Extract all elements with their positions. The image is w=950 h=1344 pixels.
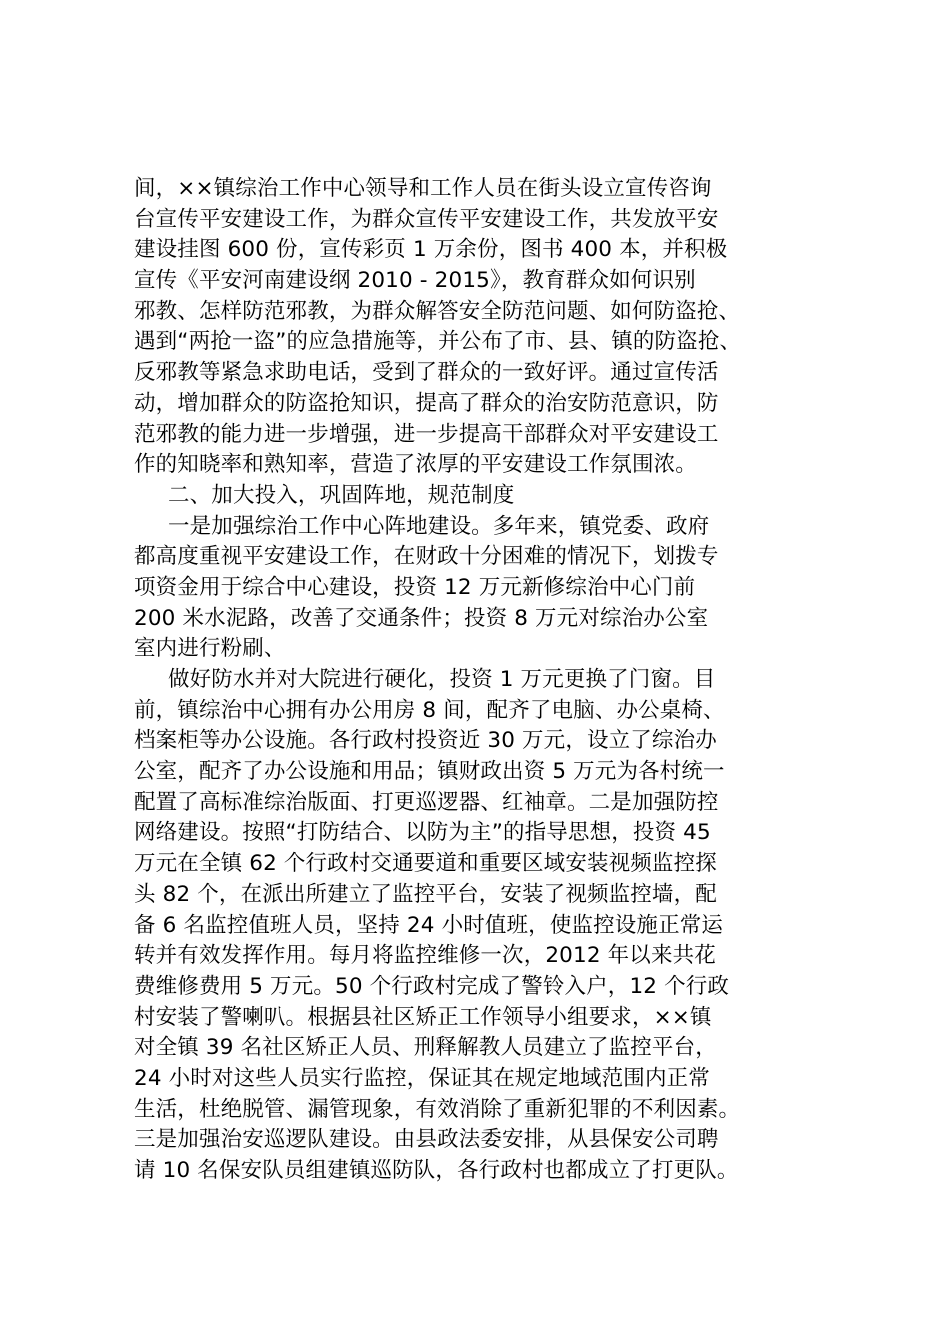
text-line-33: 请 10 名保安队员组建镇巡防队，各行政村也都成立了打更队。 — [134, 1158, 739, 1183]
text-line-27: 费维修费用 5 万元。50 个行政村完成了警铃入户，12 个行政 — [134, 973, 730, 999]
text-line-25: 备 6 名监控值班人员，坚持 24 小时值班，使监控设施正常运 — [134, 912, 724, 938]
text-line-32: 三是加强治安巡逻队建设。由县政法委安排，从县保安公司聘 — [134, 1127, 719, 1153]
text-line-1: 间，××镇综治工作中心领导和工作人员在街头设立宣传咨询 — [134, 176, 712, 201]
text-line-26: 转并有效发挥作用。每月将监控维修一次，2012 年以来共花 — [134, 943, 716, 969]
text-line-29: 对全镇 39 名社区矫正人员、刑释解教人员建立了监控平台， — [134, 1035, 717, 1061]
text-line-12: 一是加强综治工作中心阵地建设。多年来，镇党委、政府 — [168, 513, 710, 539]
text-line-9: 范邪教的能力进一步增强，进一步提高干部群众对平安建设工 — [134, 421, 719, 447]
text-line-30: 24 小时对这些人员实行监控，保证其在规定地域范围内正常 — [134, 1065, 710, 1091]
text-line-20: 公室，配齐了办公设施和用品；镇财政出资 5 万元为各村统一 — [134, 759, 725, 785]
text-line-10: 作的知晓率和熟知率，营造了浓厚的平安建设工作氛围浓。 — [134, 452, 697, 478]
text-line-16: 室内进行粉刷、 — [134, 636, 286, 662]
text-line-19: 档案柜等办公设施。各行政村投资近 30 万元，设立了综治办 — [134, 728, 717, 754]
text-line-7: 反邪教等紧急求助电话，受到了群众的一致好评。通过宣传活 — [134, 360, 719, 386]
text-line-23: 万元在全镇 62 个行政村交通要道和重要区域安装视频监控探 — [134, 851, 717, 877]
body-text — [134, 174, 854, 1187]
text-line-17: 做好防水并对大院进行硬化，投资 1 万元更换了门窗。目 — [168, 667, 716, 692]
text-line-21: 配置了高标准综治版面、打更巡逻器、红袖章。二是加强防控 — [134, 789, 719, 815]
text-line-28: 村安装了警喇叭。根据县社区矫正工作领导小组要求，××镇 — [134, 1004, 712, 1030]
text-line-15: 200 米水泥路，改善了交通条件；投资 8 万元对综治办公室 — [134, 605, 709, 631]
text-line-6: 遇到“两抢一盗”的应急措施等，并公布了市、县、镇的防盗抢、 — [134, 329, 742, 355]
text-line-31: 生活，杜绝脱管、漏管现象，有效消除了重新犯罪的不利因素。 — [134, 1096, 741, 1122]
text-line-13: 都高度重视平安建设工作，在财政十分困难的情况下，划拨专 — [134, 544, 719, 570]
text-line-5: 邪教、怎样防范邪教，为群众解答安全防范问题、如何防盗抢、 — [134, 298, 741, 324]
text-line-18: 前，镇综治中心拥有办公用房 8 间，配齐了电脑、办公桌椅、 — [134, 697, 725, 723]
text-line-24: 头 82 个，在派出所建立了监控平台，安装了视频监控墙，配 — [134, 881, 717, 907]
section-heading: 二、加大投入，巩固阵地，规范制度 — [168, 482, 515, 508]
text-line-2: 台宣传平安建设工作，为群众宣传平安建设工作，共发放平安 — [134, 206, 719, 232]
text-line-8: 动，增加群众的防盗抢知识，提高了群众的治安防范意识，防 — [134, 390, 719, 416]
text-line-14: 项资金用于综合中心建设，投资 12 万元新修综治中心门前 — [134, 574, 696, 600]
text-line-4: 宣传《平安河南建设纲 2010 - 2015》，教育群众如何识别 — [134, 268, 696, 294]
text-line-22: 网络建设。按照“打防结合、以防为主”的指导思想，投资 45 — [134, 820, 711, 846]
text-line-3: 建设挂图 600 份，宣传彩页 1 万余份，图书 400 本，并积极 — [134, 237, 728, 263]
